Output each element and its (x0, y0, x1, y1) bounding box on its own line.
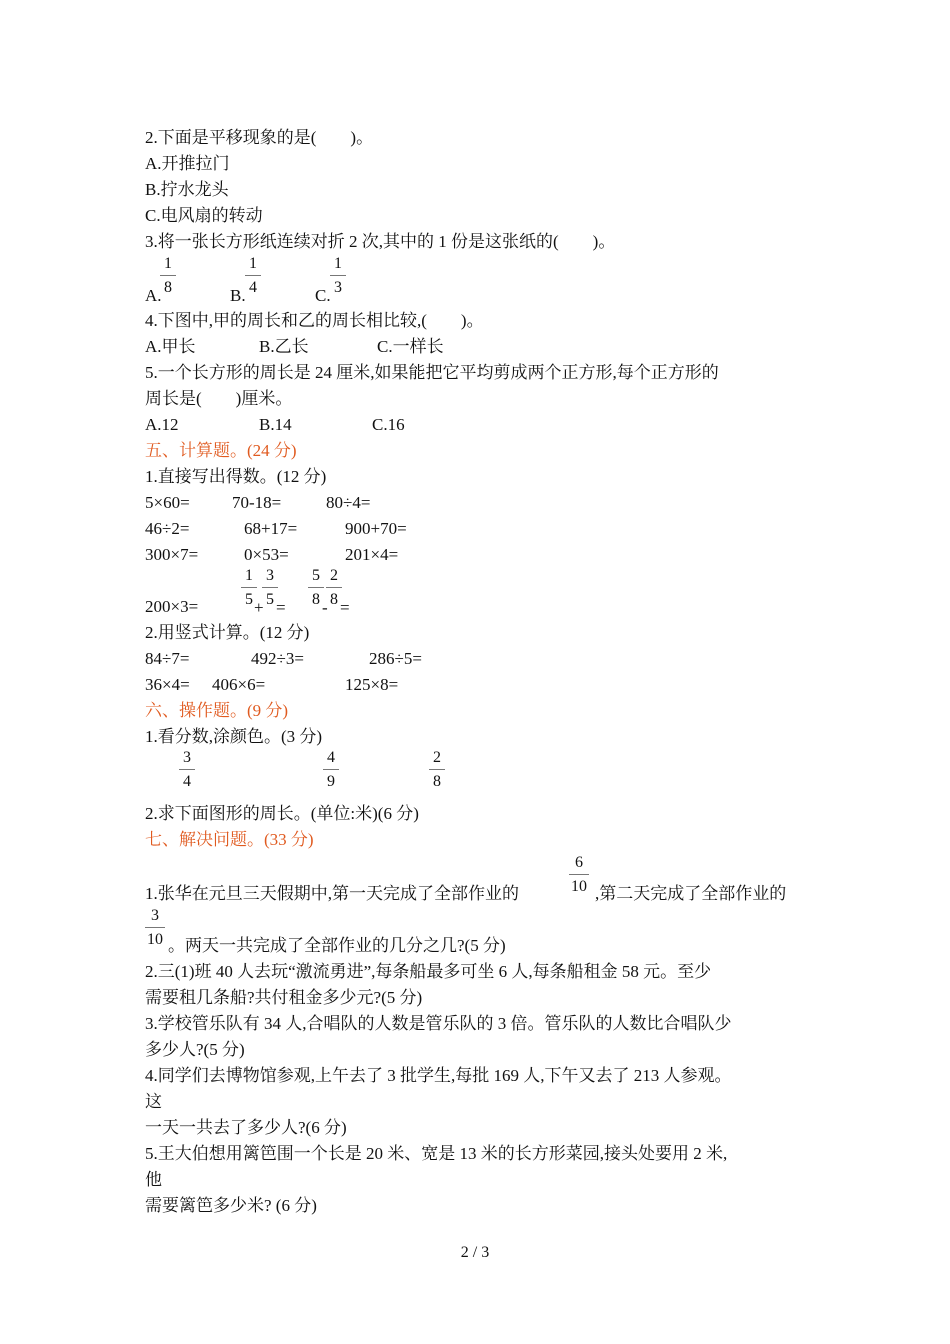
numerator: 3 (151, 907, 159, 924)
option-c: C.一样长 (377, 337, 444, 356)
question-5-line-2: 周长是( )厘米。 (145, 389, 293, 408)
fraction-bar (569, 874, 589, 875)
question-5-line-1: 5.一个长方形的周长是 24 厘米,如果能把它平均剪成两个正方形,每个正方形的 (145, 363, 719, 382)
fraction-bar (179, 769, 195, 770)
minus-sign: - (322, 598, 328, 617)
option-b-fraction (242, 254, 264, 298)
section-heading: 六、操作题。(9 分) (145, 701, 289, 720)
denominator: 10 (571, 878, 587, 895)
denominator: 8 (433, 773, 441, 790)
question-1: 1.直接写出得数。(12 分) (145, 467, 327, 486)
option-b: B.14 (259, 415, 292, 434)
calc-item: 300×7= (145, 545, 199, 564)
denominator: 8 (312, 591, 320, 608)
question-5-line-3: 需要篱笆多少米? (6 分) (145, 1196, 317, 1215)
calc-item: 84÷7= (145, 649, 190, 668)
calc-item: 46÷2= (145, 519, 190, 538)
calc-item: 125×8= (345, 675, 399, 694)
fraction-bar (330, 275, 346, 276)
calc-item: 36×4= (145, 675, 190, 694)
numerator: 1 (334, 255, 342, 272)
fraction-bar (323, 769, 339, 770)
question-1-part-1: 1.张华在元旦三天假期中,第一天完成了全部作业的 (145, 884, 519, 903)
fraction (426, 748, 448, 792)
fraction-bar (429, 769, 445, 770)
numerator: 3 (266, 567, 274, 584)
fraction-bar (308, 587, 324, 588)
calc-item: 201×4= (345, 545, 399, 564)
denominator: 5 (245, 591, 253, 608)
option-b-label: B. (230, 286, 246, 305)
denominator: 8 (164, 279, 172, 296)
question-1-part-2: ,第二天完成了全部作业的 (595, 884, 787, 903)
option-c-label: C. (315, 286, 331, 305)
denominator: 4 (183, 773, 191, 790)
question-2-line-1: 2.三(1)班 40 人去玩“激流勇进”,每条船最多可坐 6 人,每条船租金 58 元。至少 (145, 962, 712, 981)
calc-item: 68+17= (244, 519, 298, 538)
question-3-line-2: 多少人?(5 分) (145, 1040, 245, 1059)
question-2-line-2: 需要租几条船?共付租金多少元?(5 分) (145, 988, 423, 1007)
option-a-fraction (157, 254, 179, 298)
question-3: 3.将一张长方形纸连续对折 2 次,其中的 1 份是这张纸的( )。 (145, 232, 616, 251)
fraction-bar (145, 927, 165, 928)
option-a: A.开推拉门 (145, 154, 230, 173)
fraction (176, 748, 198, 792)
question-5-line-2: 他 (145, 1170, 162, 1189)
question-2: 2.用竖式计算。(12 分) (145, 623, 310, 642)
section-heading: 七、解决问题。(33 分) (145, 830, 314, 849)
question-5-line-1: 5.王大伯想用篱笆围一个长是 20 米、宽是 13 米的长方形菜园,接头处要用 2 米, (145, 1144, 728, 1163)
calc-item: 286÷5= (369, 649, 422, 668)
option-b: B.拧水龙头 (145, 180, 229, 199)
numerator: 2 (330, 567, 338, 584)
question-1: 1.看分数,涂颜色。(3 分) (145, 727, 323, 746)
option-a: A.12 (145, 415, 179, 434)
numerator: 3 (183, 749, 191, 766)
option-c: C.16 (372, 415, 405, 434)
question-4-line-2: 这 (145, 1092, 162, 1111)
calc-item: 492÷3= (251, 649, 304, 668)
calc-item: 80÷4= (326, 493, 371, 512)
page-number: 2 / 3 (460, 1244, 490, 1261)
calc-item: 900+70= (345, 519, 407, 538)
calc-item: 70-18= (232, 493, 282, 512)
option-c-fraction (327, 254, 349, 298)
numerator: 2 (433, 749, 441, 766)
calc-item: 5×60= (145, 493, 190, 512)
calc-item: 200×3= (145, 597, 199, 616)
denominator: 4 (249, 279, 257, 296)
question-3-line-1: 3.学校管乐队有 34 人,合唱队的人数是管乐队的 3 倍。管乐队的人数比合唱队少 (145, 1014, 732, 1033)
numerator: 1 (245, 567, 253, 584)
equals-sign: = (276, 598, 286, 617)
numerator: 1 (164, 255, 172, 272)
numerator: 4 (327, 749, 335, 766)
fraction-bar (160, 275, 176, 276)
fraction-bar (241, 587, 257, 588)
question-4-line-1: 4.同学们去博物馆参观,上午去了 3 批学生,每批 169 人,下午又去了 213 人参观。 (145, 1066, 732, 1085)
question-4-line-3: 一天一共去了多少人?(6 分) (145, 1118, 347, 1137)
denominator: 8 (330, 591, 338, 608)
fraction (566, 853, 592, 897)
numerator: 1 (249, 255, 257, 272)
option-b: B.乙长 (259, 337, 309, 356)
option-c: C.电风扇的转动 (145, 206, 263, 225)
numerator: 6 (575, 854, 583, 871)
equals-sign: = (340, 598, 350, 617)
fraction-bar (245, 275, 261, 276)
question-2: 2.下面是平移现象的是( )。 (145, 128, 374, 147)
calc-item: 0×53= (244, 545, 289, 564)
denominator: 3 (334, 279, 342, 296)
question-1-part-3: 。两天一共完成了全部作业的几分之几?(5 分) (168, 936, 506, 955)
numerator: 5 (312, 567, 320, 584)
question-4: 4.下图中,甲的周长和乙的周长相比较,( )。 (145, 311, 484, 330)
question-2: 2.求下面图形的周长。(单位:米)(6 分) (145, 804, 419, 823)
fraction-bar (262, 587, 278, 588)
plus-sign: + (254, 598, 264, 617)
option-a-label: A. (145, 286, 162, 305)
denominator: 9 (327, 773, 335, 790)
section-heading: 五、计算题。(24 分) (145, 441, 297, 460)
denominator: 5 (266, 591, 274, 608)
fraction-bar (326, 587, 342, 588)
fraction (142, 906, 168, 950)
denominator: 10 (147, 931, 163, 948)
fraction (320, 748, 342, 792)
option-a: A.甲长 (145, 337, 196, 356)
calc-item: 406×6= (212, 675, 266, 694)
